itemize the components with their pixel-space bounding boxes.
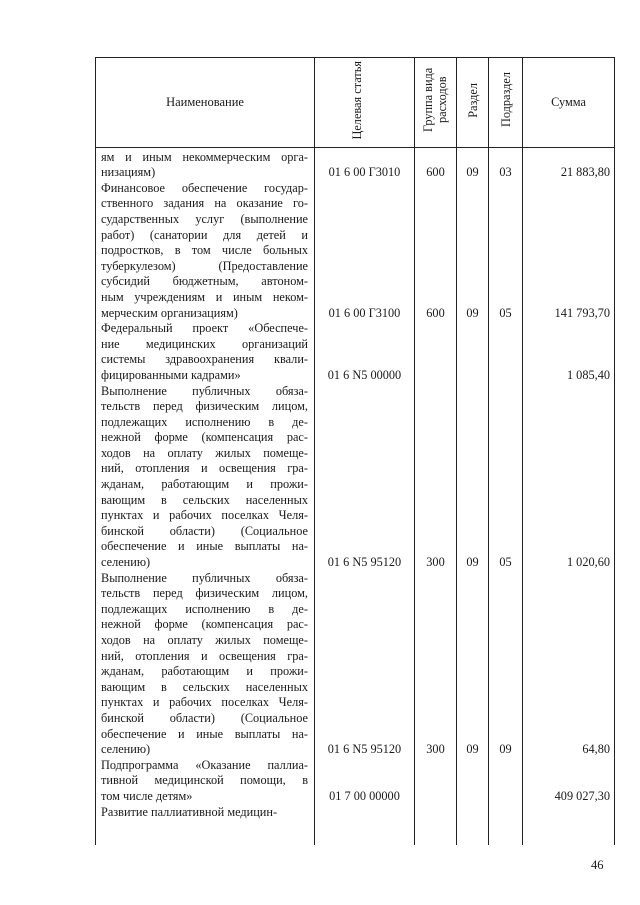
entry-article: 01 6 00 Г3010 <box>328 165 401 180</box>
entry-name-line: ние медицинских организаций <box>101 336 308 351</box>
entry-name-line: подлежащих исполнению в де- <box>101 601 308 616</box>
article-column <box>315 147 415 845</box>
entry-name-line: ям и иным некоммерческим орга- <box>101 149 308 164</box>
entry-name-line: ний, отопления и освещения гра- <box>101 461 308 476</box>
entry-name-line: субсидий бюджетным, автоном- <box>101 274 308 289</box>
entry-name-line: мерческим организациям) <box>101 305 238 320</box>
entry-name-line: селению) <box>101 555 151 570</box>
entry-name <box>101 150 308 181</box>
entry-name-line: обеспечение и иные выплаты на- <box>101 726 308 741</box>
page-number: 46 <box>591 858 604 872</box>
header-name: Наименование <box>96 58 315 148</box>
entry-name-line: подростков, в том числе больных <box>101 243 308 258</box>
entry-expense-group: 600 <box>426 165 445 180</box>
entry-expense-group: 300 <box>426 742 445 757</box>
entry-sum: 1 085,40 <box>566 367 610 382</box>
entry-name <box>101 181 308 321</box>
entry-name <box>101 384 308 571</box>
entry-name-line: Федеральный проект «Обеспече- <box>101 321 308 336</box>
entry-name-line: туберкулезом) (Предоставление <box>101 258 308 273</box>
entry-name <box>101 758 308 805</box>
entry-name-line: Финансовое обеспечение государ- <box>101 180 308 195</box>
entry-name-line: фицированными кадрами» <box>101 367 241 382</box>
sum-column <box>523 147 615 845</box>
entry-subsection: 05 <box>499 305 512 320</box>
entry-name-line: тельств перед физическим лицом, <box>101 399 308 414</box>
budget-table <box>95 57 615 845</box>
entry-name-line: бинской области) (Социальное <box>101 710 308 725</box>
entry-name-line: Выполнение публичных обяза- <box>101 383 308 398</box>
entry-name-line: жданам, работающим и прожи- <box>101 477 308 492</box>
header-expense-group: Группа вида расходов <box>415 58 457 148</box>
entry-sum: 409 027,30 <box>554 789 610 804</box>
entry-name-line: вающим в сельских населенных <box>101 492 308 507</box>
entry-name <box>101 321 308 383</box>
entry-sum: 1 020,60 <box>566 555 610 570</box>
entry-name <box>101 805 308 821</box>
name-column <box>96 147 315 845</box>
entry-name-line: пунктах и рабочих поселках Челя- <box>101 508 308 523</box>
entry-name-line: Выполнение публичных обяза- <box>101 570 308 585</box>
entry-sum: 21 883,80 <box>560 165 610 180</box>
entry-name-line: том числе детям» <box>101 788 193 803</box>
entry-name-line: нежной форме (компенсация рас- <box>101 430 308 445</box>
subsection-column <box>489 147 523 845</box>
expense-group-column <box>415 147 457 845</box>
entry-name-line: работ) (санатории для детей и <box>101 227 308 242</box>
entry-name-line: тельств перед физическим лицом, <box>101 586 308 601</box>
entry-section: 09 <box>466 305 479 320</box>
entry-name-line: низациям) <box>101 165 156 180</box>
entry-name-line: пунктах и рабочих поселках Челя- <box>101 695 308 710</box>
entry-article: 01 6 00 Г3100 <box>328 305 401 320</box>
entry-name-line: вающим в сельских населенных <box>101 679 308 694</box>
entry-name-line: нежной форме (компенсация рас- <box>101 617 308 632</box>
entry-article: 01 6 N5 95120 <box>327 742 402 757</box>
table-body-row <box>96 147 615 845</box>
entry-section: 09 <box>466 555 479 570</box>
entry-name-line: подлежащих исполнению в де- <box>101 414 308 429</box>
entry-name-line: Развитие паллиативной медицин- <box>101 804 278 819</box>
entry-sum: 141 793,70 <box>554 305 610 320</box>
section-column <box>457 147 489 845</box>
entry-article: 01 6 N5 00000 <box>327 367 402 382</box>
entry-section: 09 <box>466 165 479 180</box>
entry-section: 09 <box>466 742 479 757</box>
entry-name-line: селению) <box>101 742 151 757</box>
entry-article: 01 7 00 00000 <box>329 789 400 804</box>
entry-name-line: ственного задания на оказание го- <box>101 196 308 211</box>
entry-article: 01 6 N5 95120 <box>327 555 402 570</box>
entry-name-line: жданам, работающим и прожи- <box>101 664 308 679</box>
entry-sum: 64,80 <box>582 742 610 757</box>
entry-name-line: ным учреждениям и иным неком- <box>101 289 308 304</box>
entry-subsection: 09 <box>499 742 512 757</box>
header-article: Целевая статья <box>315 58 415 148</box>
entry-name <box>101 571 308 758</box>
entry-expense-group: 300 <box>426 555 445 570</box>
header-section: Раздел <box>457 58 489 148</box>
entry-name-line: ходов на оплату жилых помеще- <box>101 633 308 647</box>
entry-name-line: бинской области) (Социальное <box>101 523 308 538</box>
entry-subsection: 05 <box>499 555 512 570</box>
entry-name-line: ний, отопления и освещения гра- <box>101 648 308 663</box>
entry-name-line: тивной медицинской помощи, в <box>101 773 308 788</box>
entry-name-line: системы здравоохранения квали- <box>101 352 308 367</box>
header-sum: Сумма <box>523 58 615 148</box>
entry-name-line: сударственных услуг (выполнение <box>101 211 308 226</box>
table-header-row <box>96 58 615 148</box>
entry-name-line: обеспечение и иные выплаты на- <box>101 539 308 554</box>
entry-name-line: ходов на оплату жилых помеще- <box>101 445 308 460</box>
header-subsection: Подраздел <box>489 58 523 148</box>
entry-name-line: Подпрограмма «Оказание паллиа- <box>101 757 308 772</box>
entry-expense-group: 600 <box>426 305 445 320</box>
entry-subsection: 03 <box>499 165 512 180</box>
